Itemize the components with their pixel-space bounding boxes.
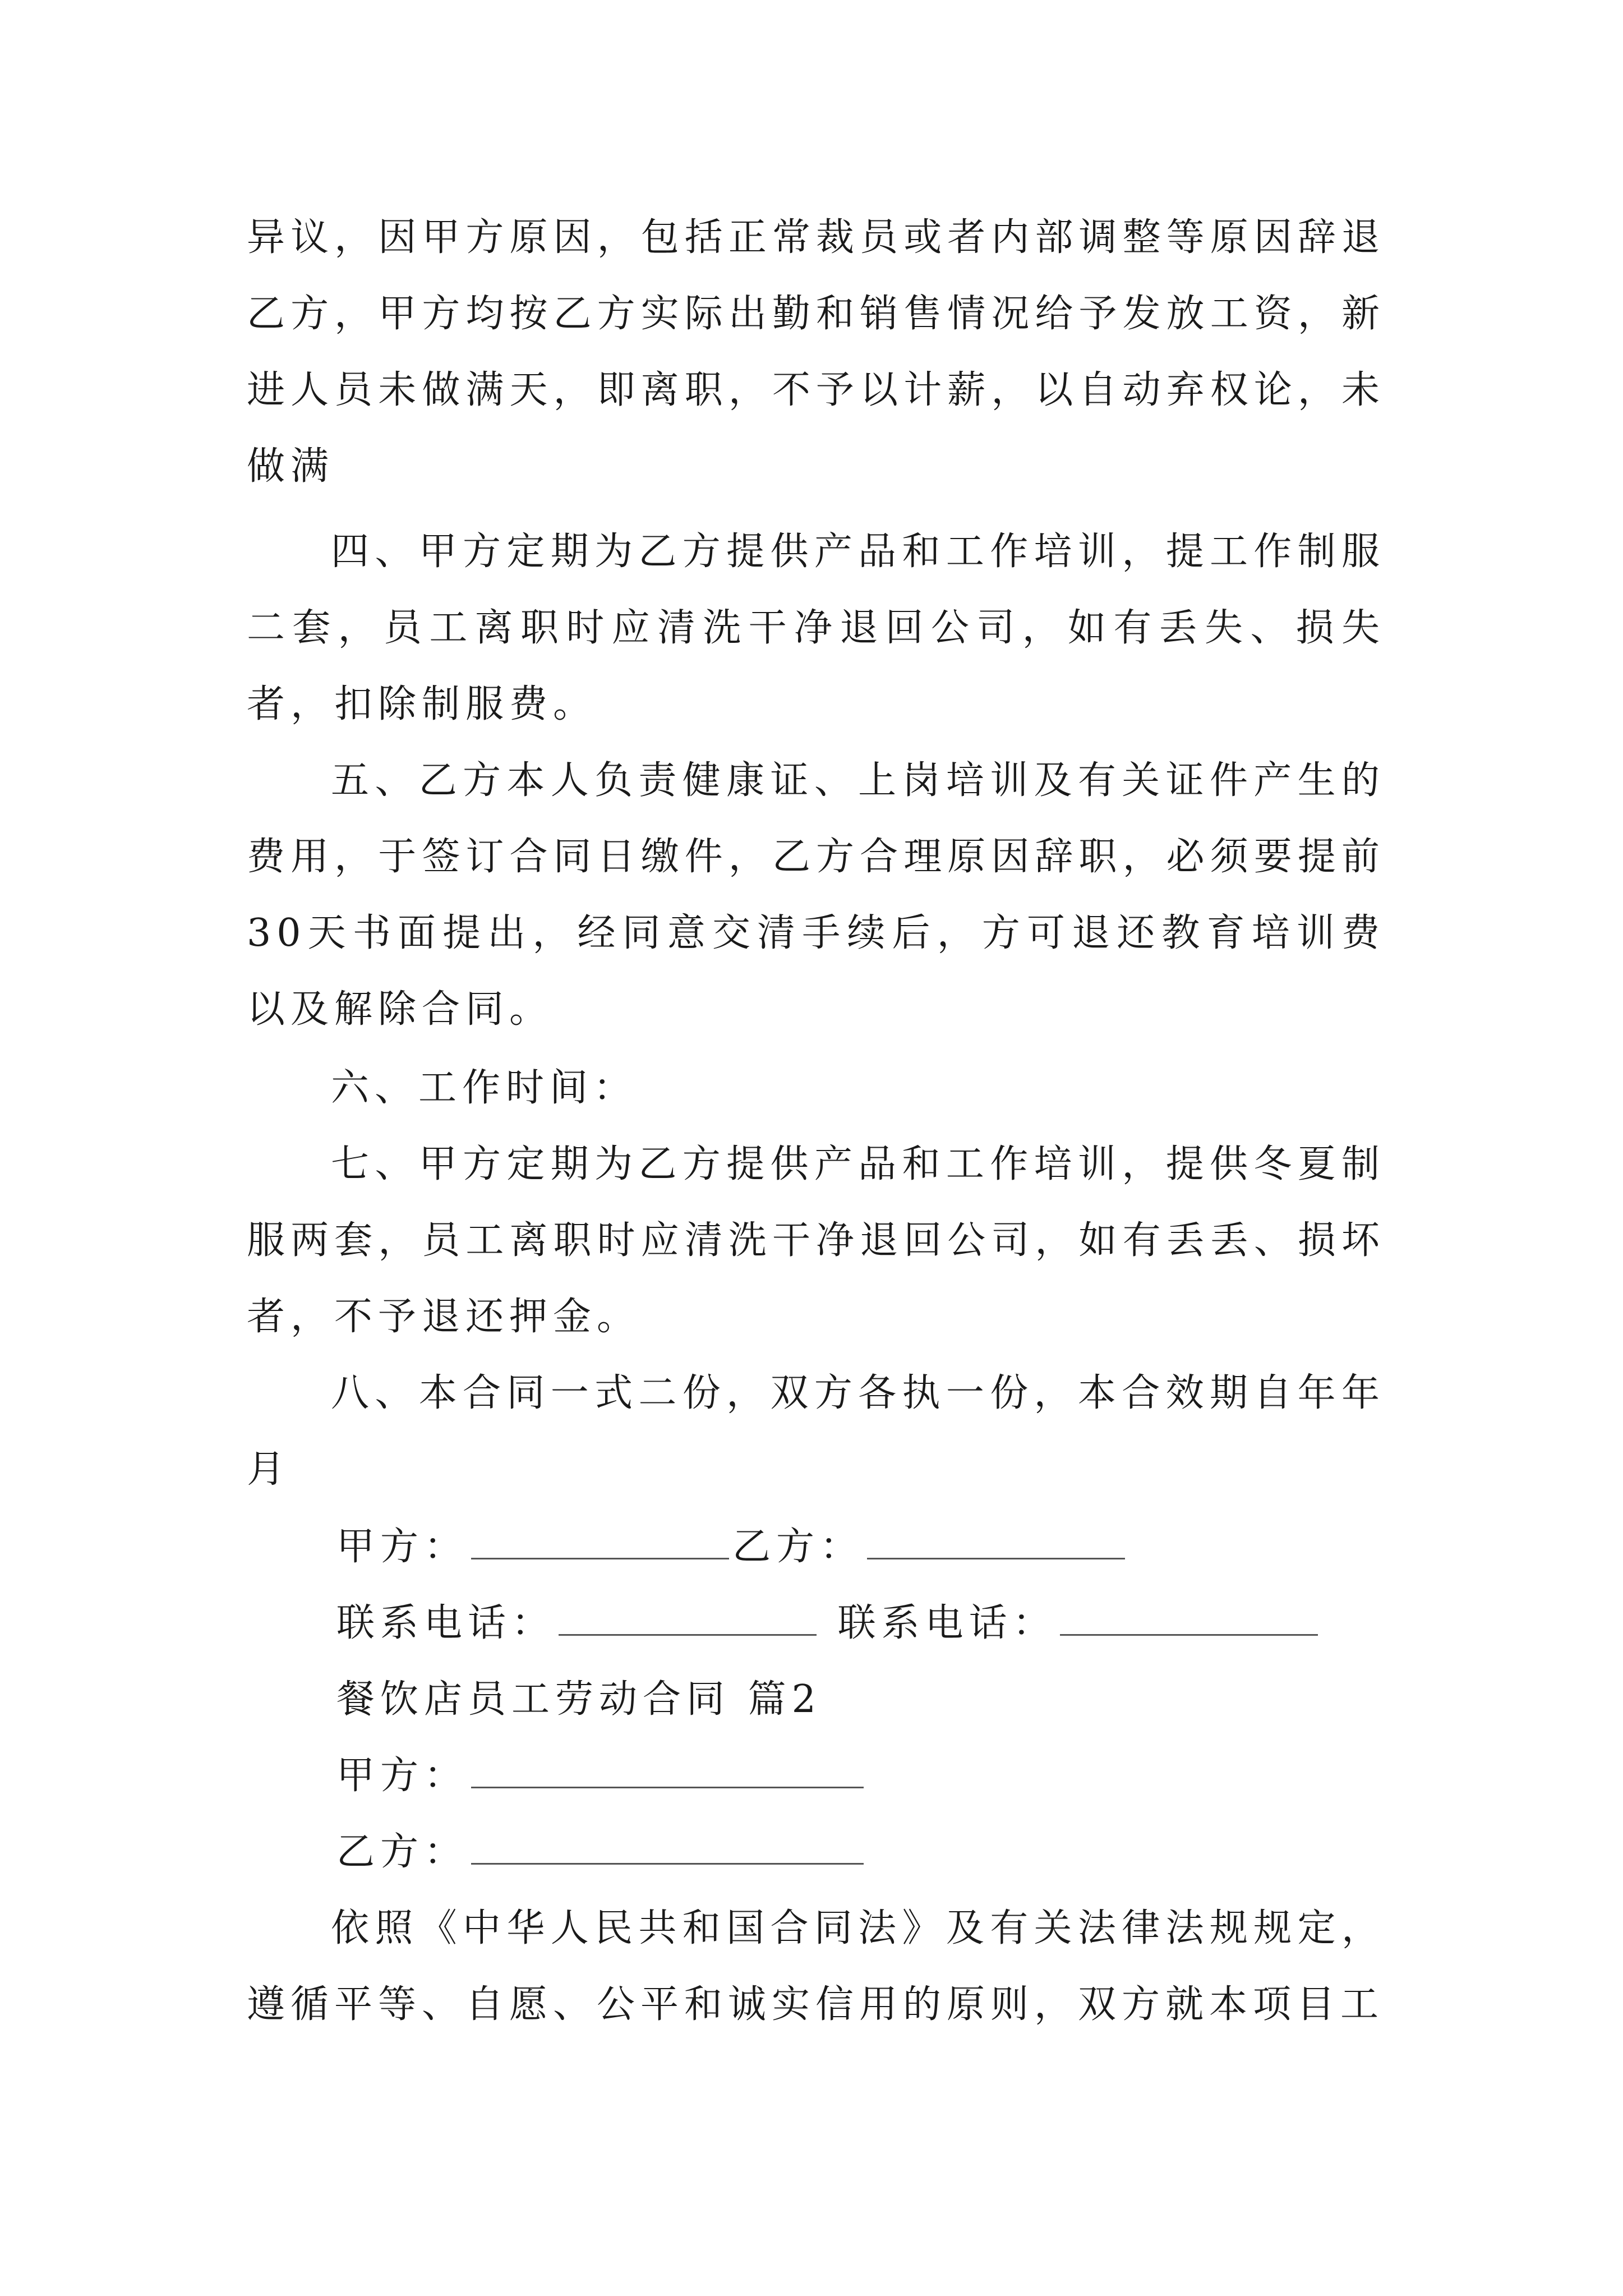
paragraph-clause-6: 六、工作时间： [331,1066,638,1110]
party-a-label: 甲方： [336,1525,468,1569]
closing-paragraph: 依照《中华人民共和国合同法》及有关法律法规规定，遵循平等、自愿、公平和诚实信用的原则，双方就本项目工 [247,1906,1385,2027]
party-b-label-2: 乙方： [336,1830,468,1874]
signature-line-phones [336,1585,1321,1662]
signature-line-parties [336,1509,1128,1585]
section-title: 餐饮店员工劳动合同 篇2 [336,1677,822,1722]
phone-b-label: 联系电话： [837,1601,1057,1645]
paragraph-clause-8: 八、本合同一式二份，双方各执一份，本合效期自年年月 [247,1371,1385,1492]
party-a-label-2: 甲方： [336,1754,468,1798]
party-a-blank-2 [471,1753,864,1788]
party-b-blank-2 [471,1829,864,1865]
paragraph-clause-4: 四、甲方定期为乙方提供产品和工作培训，提工作制服二套，员工离职时应清洗干净退回公司，如有丢失、损失者，扣除制服费。 [247,530,1385,726]
paragraph-clause-5: 五、乙方本人负责健康证、上岗培训及有关证件产生的费用，于签订合同日缴件，乙方合理原因辞职，必须要提前30天书面提出，经同意交清手续后，方可退还教育培训费以及解除合同。 [247,758,1385,1032]
party-a-blank [471,1524,729,1559]
paragraph-clause-7: 七、甲方定期为乙方提供产品和工作培训，提供冬夏制服两套，员工离职时应清洗干净退回公司，如有丢丢、损坏者，不予退还押金。 [247,1142,1385,1339]
phone-b-blank [1060,1600,1318,1636]
phone-a-blank [559,1600,817,1636]
party-b-label: 乙方： [732,1525,864,1569]
party-b-blank [867,1524,1125,1559]
party-b-line [336,1814,867,1890]
phone-a-label: 联系电话： [336,1601,556,1645]
paragraph-1: 异议，因甲方原因，包括正常裁员或者内部调整等原因辞退乙方，甲方均按乙方实际出勤和销售情况给予发放工资，新进人员未做满天，即离职，不予以计薪，以自动弃权论，未做满 [247,215,1385,489]
party-a-line [336,1738,867,1814]
